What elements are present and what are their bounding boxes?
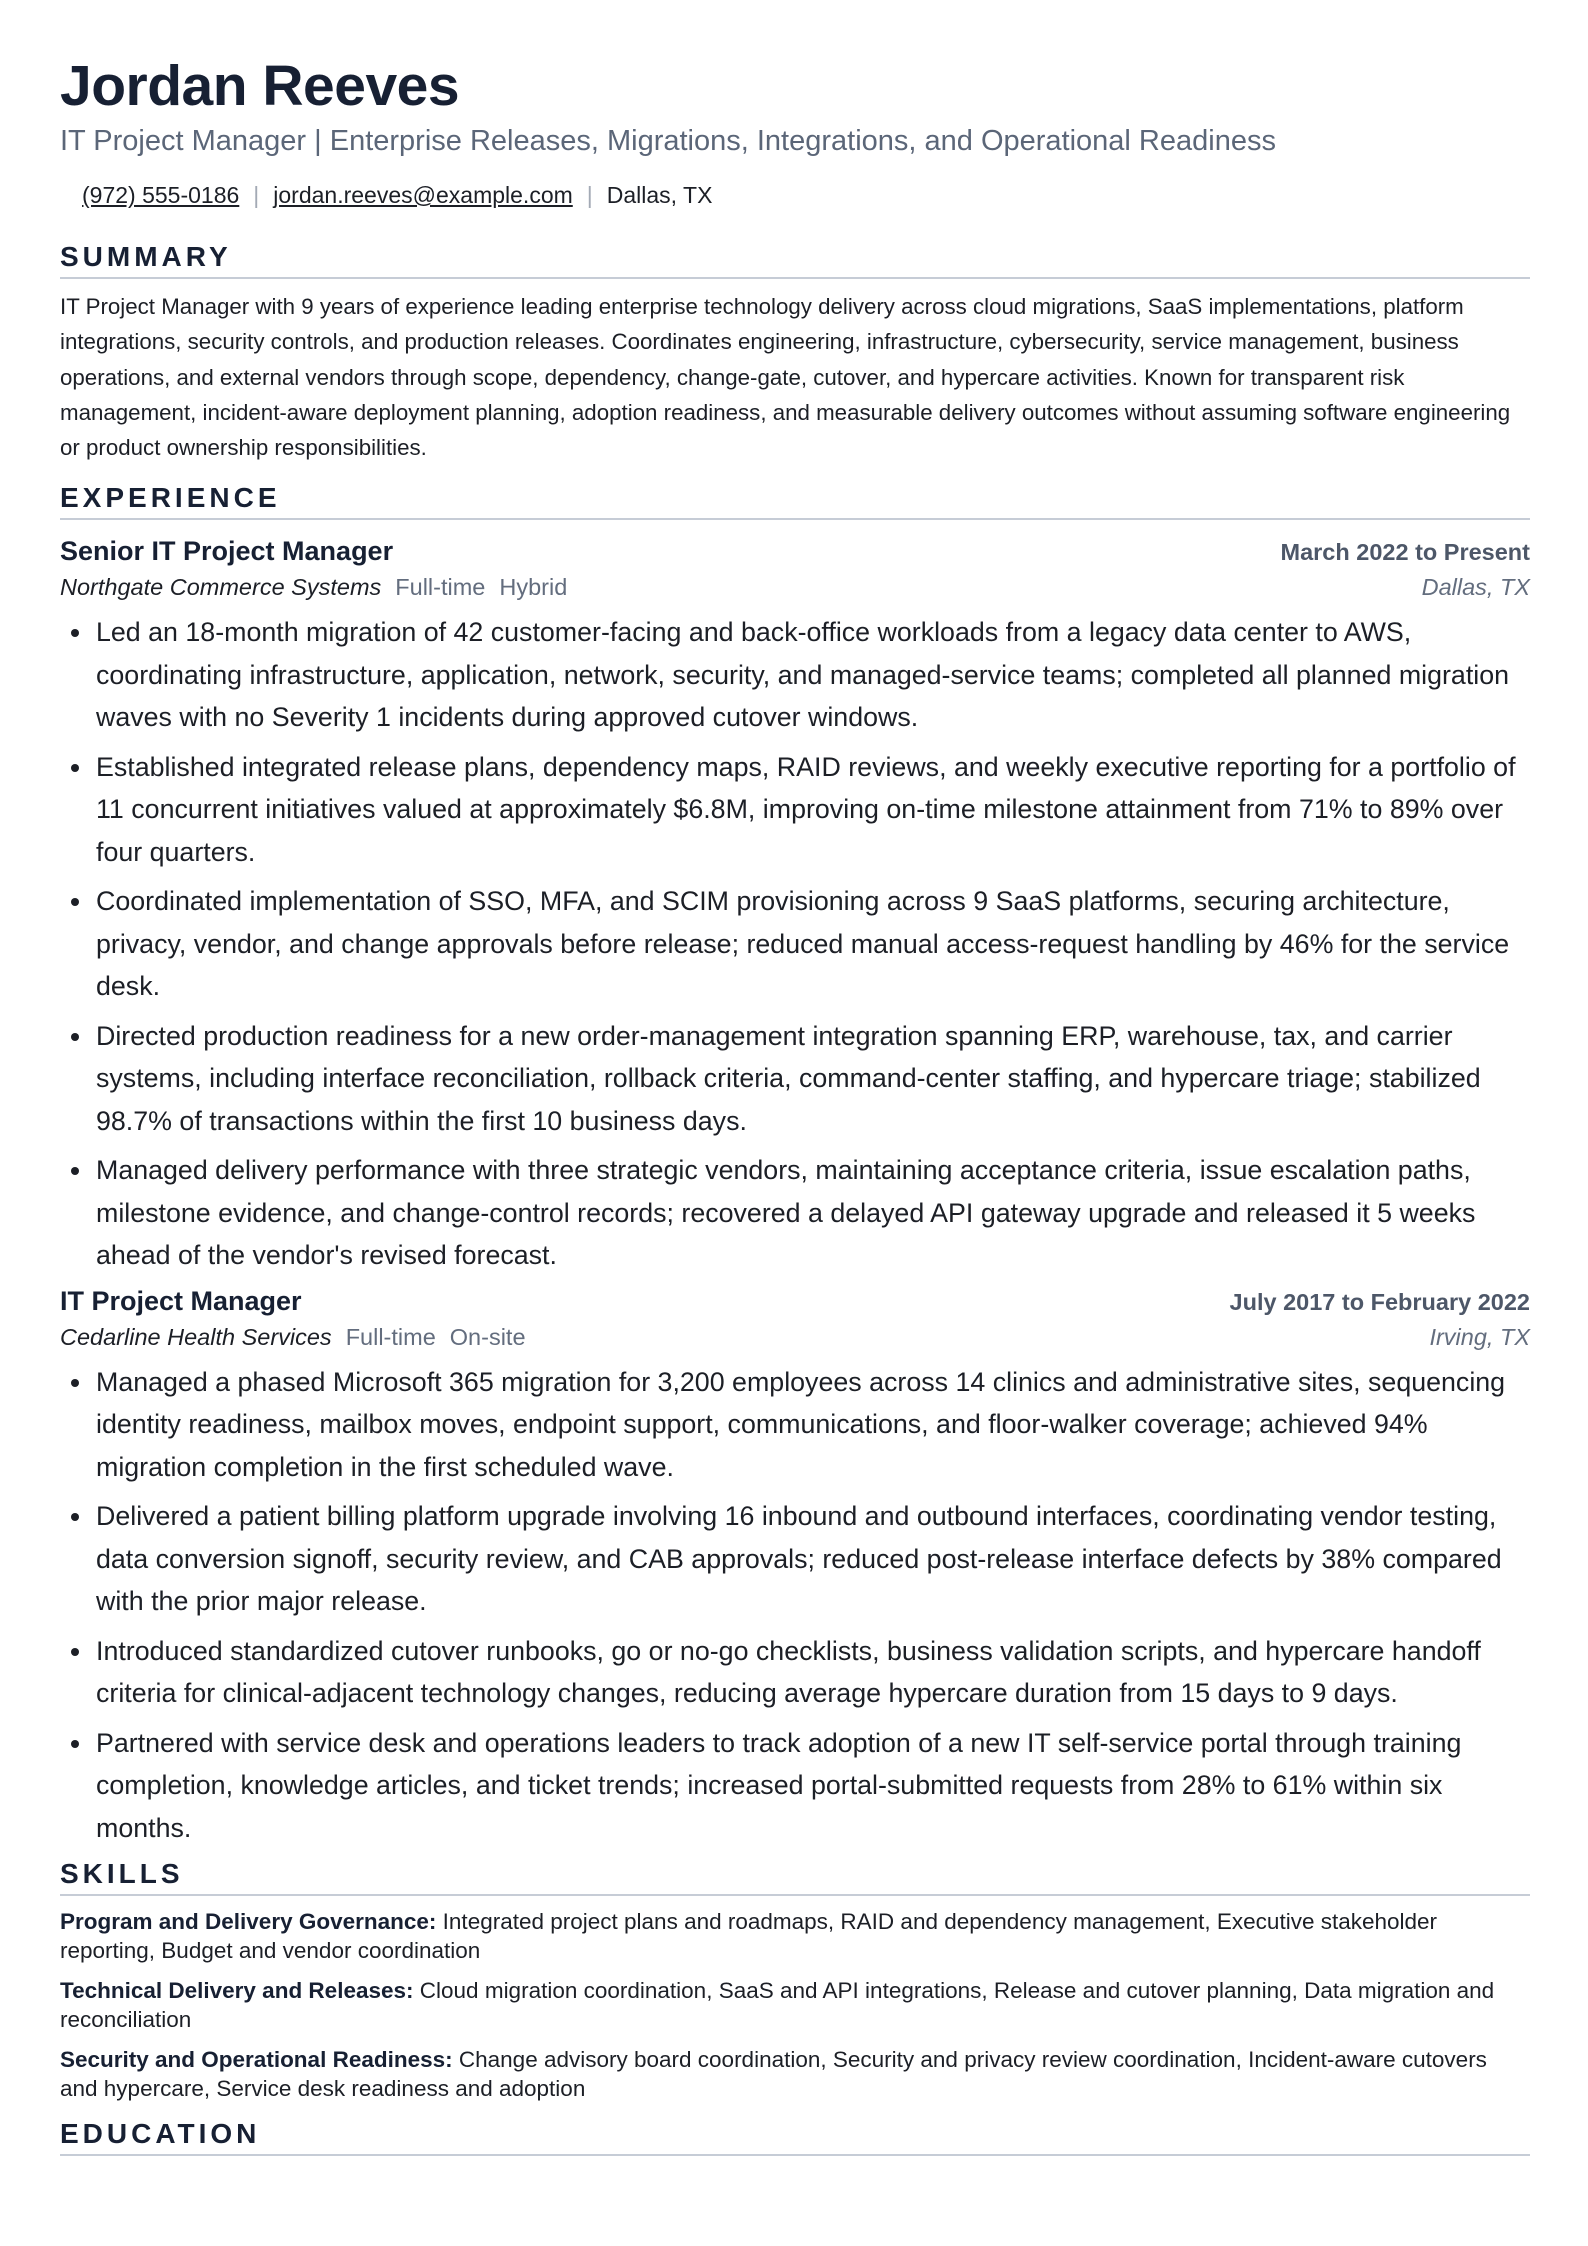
job-entry bbox=[60, 534, 1530, 1277]
candidate-headline: IT Project Manager | Enterprise Releases, Migrations, Integrations, and Operational Readiness bbox=[60, 125, 1276, 157]
job-bullet: • Coordinated implementation of SSO, MFA, and SCIM provisioning across 9 SaaS platforms, securing architecture, privacy, vendor, and change approvals before release; reduced manual access-request handling by 46% for the service desk. bbox=[94, 880, 1530, 1008]
job-bullets bbox=[60, 1361, 1530, 1850]
skill-group-label: Program and Delivery Governance: bbox=[60, 1909, 437, 1935]
skill-group bbox=[60, 1976, 1530, 2034]
job-bullet: • Managed delivery performance with three strategic vendors, maintaining acceptance criteria, issue escalation paths, milestone evidence, and change-control records; recovered a delayed API gateway upgrade and released it 5 weeks ahead of the vendor's revised forecast. bbox=[94, 1149, 1530, 1277]
summary-heading: SUMMARY bbox=[60, 240, 1530, 279]
job-work-mode: Hybrid bbox=[499, 574, 568, 601]
experience-heading: EXPERIENCE bbox=[60, 481, 1530, 520]
phone-link[interactable]: (972) 555-0186 bbox=[82, 182, 240, 208]
job-entry bbox=[60, 1284, 1530, 1850]
job-role: IT Project Manager bbox=[60, 1285, 302, 1316]
skill-group-label: Technical Delivery and Releases: bbox=[60, 1978, 414, 2004]
summary-text: IT Project Manager with 9 years of experience leading enterprise technology delivery across cloud migrations, SaaS implementations, platform integrations, security controls, and production releases. Coordinates engineering, infrastructure, cybersecurity, service management, business operations, and external vendors through scope, dependency, change-gate, cutover, and hypercare activities. Known for transparent risk management, incident-aware deployment planning, adoption readiness, and measurable delivery outcomes without assuming software engineering or product ownership responsibilities. bbox=[60, 294, 1511, 461]
job-bullet: • Led an 18-month migration of 42 customer-facing and back-office workloads from a legacy data center to AWS, coordinating infrastructure, application, network, security, and managed-service teams; completed all planned migration waves with no Severity 1 incidents during approved cutover windows. bbox=[94, 611, 1530, 739]
job-type: Full-time bbox=[345, 1323, 436, 1350]
job-work-mode: On-site bbox=[449, 1323, 526, 1350]
job-role: Senior IT Project Manager bbox=[60, 536, 394, 567]
job-bullet: • Managed a phased Microsoft 365 migration for 3,200 employees across 14 clinics and administrative sites, sequencing identity readiness, mailbox moves, endpoint support, communications, and floor-walker coverage; achieved 94% migration completion in the first scheduled wave. bbox=[94, 1361, 1530, 1489]
skill-group-label: Security and Operational Readiness: bbox=[60, 2047, 453, 2073]
job-bullet: • Directed production readiness for a new order-management integration spanning ERP, warehouse, tax, and carrier systems, including interface reconciliation, rollback criteria, command-center staffing, and hypercare triage; stabilized 98.7% of transactions within the first 10 business days. bbox=[94, 1015, 1530, 1143]
job-dates: July 2017 to February 2022 bbox=[1229, 1288, 1530, 1315]
skill-group bbox=[60, 2045, 1530, 2103]
contact-line bbox=[60, 180, 1530, 210]
job-bullet: • Established integrated release plans, dependency maps, RAID reviews, and weekly executive reporting for a portfolio of 11 concurrent initiatives valued at approximately $6.8M, improving on-time milestone attainment from 71% to 89% over four quarters. bbox=[94, 746, 1530, 874]
skill-group-items: Change advisory board coordination, Security and privacy review coordination, Incident-aware cutovers and hypercare, Service desk readiness and adoption bbox=[60, 2047, 1487, 2102]
skill-group bbox=[60, 1907, 1530, 1965]
contact-separator: | bbox=[253, 182, 260, 208]
job-bullet: • Delivered a patient billing platform upgrade involving 16 inbound and outbound interfaces, coordinating vendor testing, data conversion signoff, security review, and CAB approvals; reduced post-release interface defects by 38% compared with the prior major release. bbox=[94, 1495, 1530, 1623]
job-company: Cedarline Health Services bbox=[60, 1323, 332, 1350]
candidate-name: Jordan Reeves bbox=[60, 54, 460, 118]
job-dates: March 2022 to Present bbox=[1280, 539, 1530, 566]
job-company: Northgate Commerce Systems bbox=[60, 574, 382, 601]
education-heading: EDUCATION bbox=[60, 2117, 1530, 2156]
location-text: Dallas, TX bbox=[606, 182, 713, 208]
job-bullet: • Partnered with service desk and operations leaders to track adoption of a new IT self-service portal through training completion, knowledge articles, and ticket trends; increased portal-submitted requests from 28% to 61% within six months. bbox=[94, 1722, 1530, 1850]
contact-separator: | bbox=[586, 182, 593, 208]
job-location: Dallas, TX bbox=[1421, 574, 1530, 601]
skill-group-items: Cloud migration coordination, SaaS and API integrations, Release and cutover planning, Data migration and reconciliation bbox=[60, 1978, 1495, 2033]
skill-group-items: Integrated project plans and roadmaps, RAID and dependency management, Executive stakeholder reporting, Budget and vendor coordination bbox=[60, 1909, 1438, 1964]
skills-heading: SKILLS bbox=[60, 1857, 1530, 1896]
job-bullet: • Introduced standardized cutover runbooks, go or no-go checklists, business validation scripts, and hypercare handoff criteria for clinical-adjacent technology changes, reducing average hypercare duration from 15 days to 9 days. bbox=[94, 1630, 1530, 1715]
job-type: Full-time bbox=[395, 574, 486, 601]
job-location: Irving, TX bbox=[1429, 1323, 1530, 1350]
job-bullets bbox=[60, 611, 1530, 1277]
resume-page bbox=[60, 52, 1530, 2156]
email-link[interactable]: jordan.reeves@example.com bbox=[273, 182, 573, 208]
